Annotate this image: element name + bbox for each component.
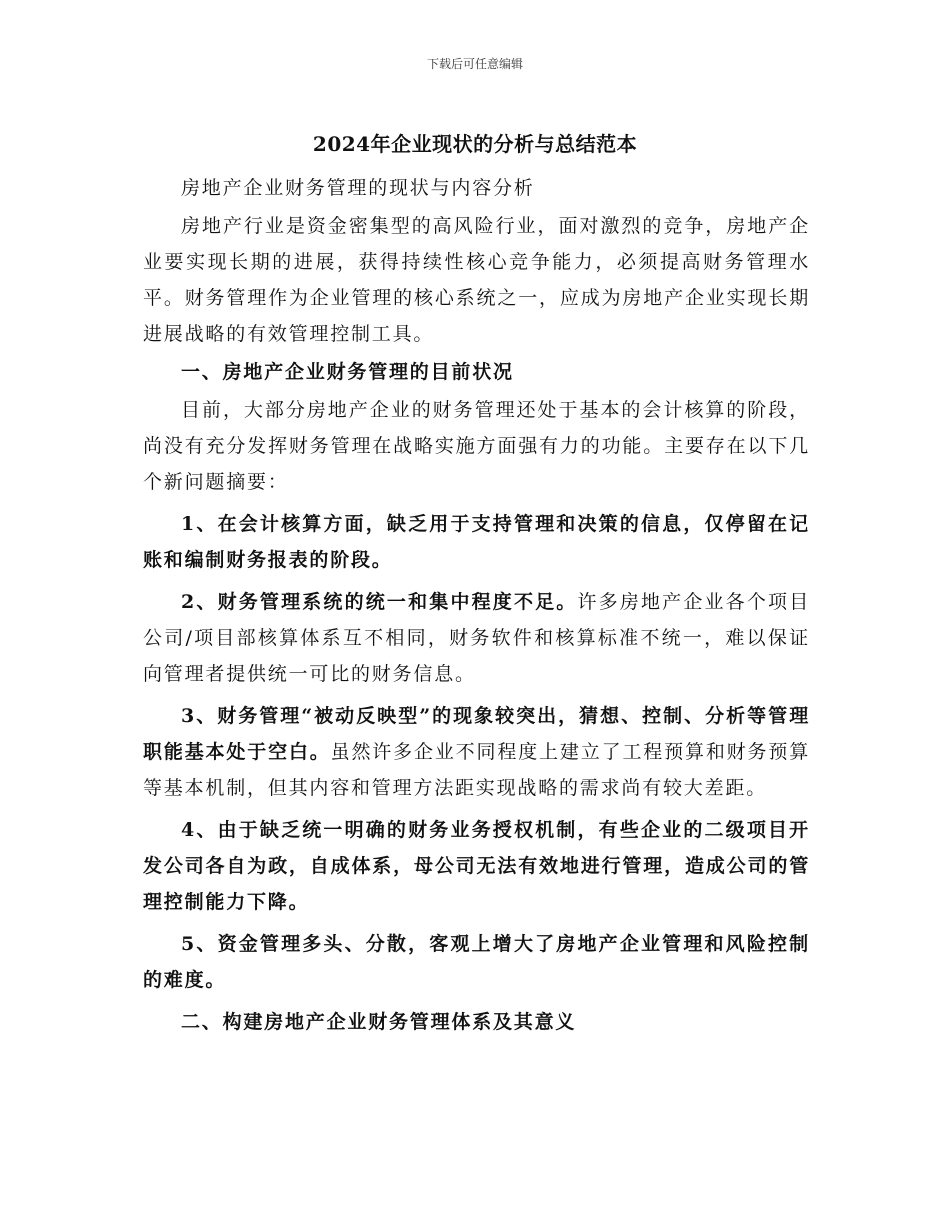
list-item-3 xyxy=(143,698,810,806)
list-item-3-body: 虽然许多企业不同程度上建立了工程预算和财务预算等基本机制，但其内容和管理方法距实现战略的需求尚有较大差距。 xyxy=(143,741,810,799)
list-item-5: 5、资金管理多头、分散，客观上增大了房地产企业管理和风险控制的难度。 xyxy=(143,933,810,991)
list-item-2 xyxy=(143,584,810,692)
section-2-heading: 二、构建房地产企业财务管理体系及其意义 xyxy=(181,1011,577,1033)
section-1-intro: 目前，大部分房地产企业的财务管理还处于基本的会计核算的阶段，尚没有充分发挥财务管理在战略实施方面强有力的功能。主要存在以下几个新问题摘要： xyxy=(143,399,810,493)
header-note: 下载后可任意编辑 xyxy=(426,57,523,71)
list-item-3-lead: 3、财务管理“被动反映型”的现象较突出，猜想、控制、分析等管理职能基本处于空白。 xyxy=(143,705,810,763)
list-item-2-body: 许多房地产企业各个项目公司/项目部核算体系互不相同，财务软件和核算标准不统一，难以保证向管理者提供统一可比的财务信息。 xyxy=(143,591,810,685)
list-item-1: 1、在会计核算方面，缺乏用于支持管理和决策的信息，仅停留在记账和编制财务报表的阶段。 xyxy=(143,513,810,571)
list-item-4 xyxy=(143,812,810,920)
list-item-2-lead: 2、财务管理系统的统一和集中程度不足。 xyxy=(181,591,578,613)
document-subtitle: 房地产企业财务管理的现状与内容分析 xyxy=(181,177,535,199)
document-title: 2024年企业现状的分析与总结范本 xyxy=(312,132,638,156)
section-1-heading: 一、房地产企业财务管理的目前状况 xyxy=(181,361,514,383)
list-item-4-lead: 4、由于缺乏统一明确的财务业务授权机制，有些企业的二级项目开发公司各自为政，自成体系，母公司无法有效地进行管理，造成公司的管理控制能力下降。 xyxy=(143,819,810,913)
intro-paragraph: 房地产行业是资金密集型的高风险行业，面对激烈的竞争，房地产企业要实现长期的进展，获得持续性核心竞争能力，必须提高财务管理水平。财务管理作为企业管理的核心系统之一，应成为房地产企业实现长期进展战略的有效管理控制工具。 xyxy=(143,215,810,345)
document-body xyxy=(143,170,810,1040)
